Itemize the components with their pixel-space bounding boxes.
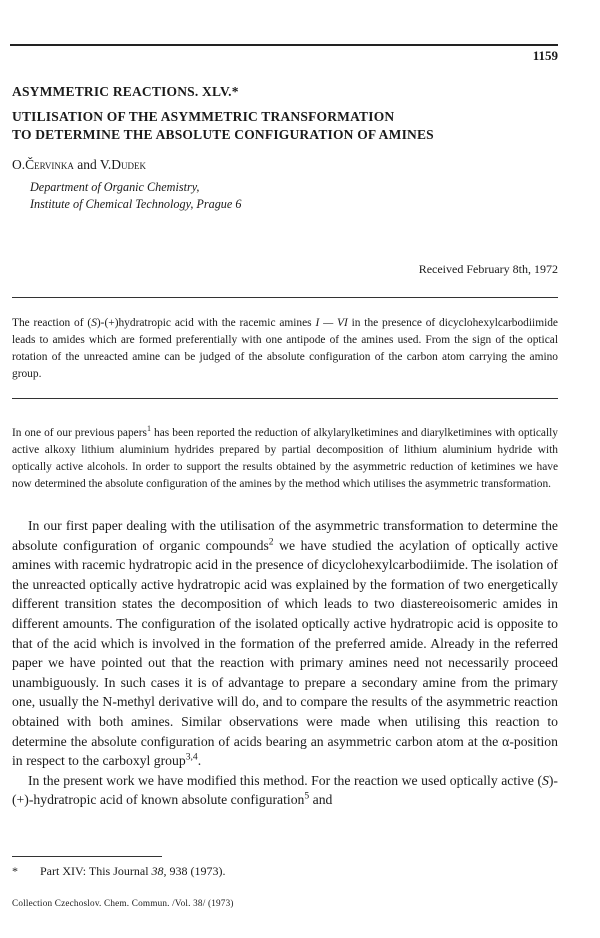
title-line-2: TO DETERMINE THE ABSOLUTE CONFIGURATION OF AMINES (12, 127, 434, 142)
header-rule (10, 44, 558, 46)
author-1-initial: O. (12, 157, 26, 172)
affiliation-line-2: Institute of Chemical Technology, Prague 6 (30, 197, 242, 211)
abstract-bottom-rule (12, 398, 558, 399)
footnote-volume: 38, (151, 864, 167, 878)
body-text (12, 516, 558, 810)
abstract-text-3: in the presence of dicyclohexylcarbodiimide leads to amides which are formed preferentially with one antipode of the amines used. From the sign of the optical rotation of the unreacted amine can be judged of the absolute configuration of the carbon atom carrying the amino group. (12, 317, 558, 380)
body-paragraph-2 (12, 771, 558, 810)
intro-text-2: has been reported the reduction of alkylarylketimines and diarylketimines with optically active alkoxy lithium aluminium hydrides prepared by partial decomposition of lithium aluminium hydride with optically active alcohols. In order to support the results obtained by the asymmetric reduction of ketimines we have now determined the absolute configuration of the amines by the method which utilises the asymmetric transformation. (12, 427, 559, 490)
footnote-rule (12, 856, 162, 857)
received-date: Received February 8th, 1972 (418, 262, 558, 276)
intro-text-1: In one of our previous papers (12, 427, 147, 439)
body-p1-text-a: In our first paper dealing with the utilisation of the asymmetric transformation to determine the absolute configuration of organic compounds (12, 518, 558, 553)
authors-and: and (73, 157, 100, 172)
title-line-1: UTILISATION OF THE ASYMMETRIC TRANSFORMATION (12, 109, 395, 124)
reference-1: 1 (146, 424, 151, 434)
abstract-stereo-label: S (91, 317, 97, 329)
author-2-name: Dudek (111, 157, 147, 172)
body-p1-text-b: we have studied the acylation of optically active amines with racemic hydratropic acid in the presence of dicyclohexylcarbodiimide. The isolation of the unreacted optically active hydratropic acid was explained by the formation of two energetically different transition states the decomposition of which leads to two diastereoisomeric amides in different amounts. The configuration of the isolated optically active hydratropic acid is opposite to that of the acid which is involved in the formation of the preferred amide. Already in the referred paper we have pointed out that the reaction with primary amines need not necessarily proceed unambiguously. In such cases it is of advantage to prepare a secondary amine from the primary one, usually the N-methyl derivative will do, and to compare the results of the asymmetric reaction obtained with both amines. Similar observations were made when utilising this reaction to determine the absolute configuration of acids bearing an asymmetric carbon atom at the α-position in respect to the carboxyl group (12, 537, 558, 769)
authors (12, 157, 146, 173)
intro-paragraph (12, 425, 558, 493)
body-stereo-label: S (542, 772, 549, 788)
footnote-marker: * (12, 864, 18, 878)
body-p2-text-b: )-(+)-hydratropic acid of known absolute configuration (12, 772, 558, 808)
abstract (12, 315, 558, 383)
abstract-text-2: )-(+)hydratropic acid with the racemic amines (96, 317, 316, 329)
journal-footer: Collection Czechoslov. Chem. Commun. /Vol. 38/ (1973) (12, 898, 234, 908)
body-p1-text-c: . (197, 753, 202, 769)
abstract-top-rule (12, 297, 558, 298)
affiliation (30, 179, 241, 213)
footnote-text-a: Part XIV: This Journal (40, 864, 152, 878)
footnote (12, 864, 226, 879)
body-p2-text-a: In the present work we have modified this method. For the reaction we used optically active ( (28, 772, 543, 788)
abstract-text-1: The reaction of ( (12, 317, 92, 329)
affiliation-line-1: Department of Organic Chemistry, (30, 180, 200, 194)
reference-2: 2 (268, 536, 274, 548)
abstract-amines: I — VI (315, 317, 348, 329)
page-number: 1159 (532, 48, 558, 63)
series-title: ASYMMETRIC REACTIONS. XLV.* (12, 84, 239, 99)
reference-5: 5 (304, 790, 310, 802)
article-title (12, 108, 572, 144)
body-paragraph-1 (12, 516, 558, 771)
body-p2-text-c: and (309, 792, 333, 808)
footnote-text-b: 938 (1973). (166, 864, 226, 878)
author-2-initial: V. (99, 157, 112, 172)
author-1-name: Červinka (25, 157, 74, 172)
reference-3-4: 3,4 (185, 751, 198, 763)
